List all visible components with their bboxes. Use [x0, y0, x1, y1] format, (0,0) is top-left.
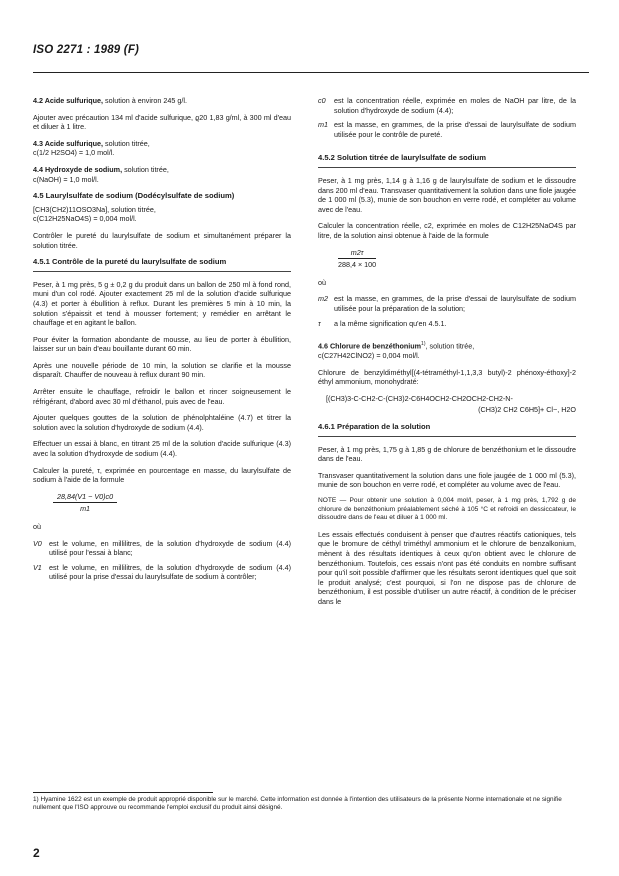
section-4-4-title: 4.4 Hydroxyde de sodium,: [33, 164, 123, 174]
section-4-6-text: Chlorure de benzyldiméthyl[(4-tétraméthyl-1,1,3,3 butyl)-2 phénoxy-éthoxy]-2 éthyl ammonium, monohydraté:: [318, 367, 576, 387]
section-4-4-concentration: c(NaOH) = 1,0 mol/l.: [33, 174, 99, 184]
symbol-m2: m2: [318, 294, 328, 304]
section-4-2-title: 4.2 Acide sulfurique,: [33, 96, 104, 105]
definition-v0-text: est le volume, en millilitres, de la solution d'hydroxyde de sodium (4.4) utilisé pour l'essai à blanc;: [49, 538, 291, 558]
chemical-formula-line-1: [(CH3)3-C-CH2-C-(CH3)2-C6H4OCH2-CH2OCH2-CH2-N-: [326, 393, 513, 403]
where-label: où: [33, 522, 41, 531]
concentration-fraction: [338, 248, 376, 270]
section-4-5-1-para-2: Pour éviter la formation abondante de mousse, au lieu de porter à ébullition, laisser sur un bain d'eau bouillante durant 60 min.: [33, 334, 291, 354]
section-4-2: [33, 96, 291, 106]
definition-m2-text: est la masse, en grammes, de la prise d'essai de laurylsulfate de sodium utilisée pour la préparation de la solution;: [334, 294, 576, 313]
left-column: [33, 96, 291, 587]
section-4-5-2-para-2: Calculer la concentration réelle, c2, exprimée en moles de C12H25NaO4S par litre, de la solution ainsi obtenue à l'aide de la formule: [318, 221, 576, 240]
definition-v1-text: est le volume, en millilitres, de la solution d'hydroxyde de sodium (4.4) utilisé pour la prise d'essai du laurylsulfate de sodium à contrôler;: [49, 562, 291, 582]
definition-m1: [318, 120, 576, 139]
header-rule: [33, 72, 589, 73]
section-4-4: [33, 165, 291, 175]
section-4-5-2-para-1: Peser, à 1 mg près, 1,14 g à 1,16 g de laurylsulfate de sodium et le dissoudre dans 200 ml d'eau. Transvaser quantitativement la solution dans une fiole jaugée de 1 000 ml (5.3), munie de son bouchon en verre rodé, et compléter au volume avec de l'eau.: [318, 175, 576, 214]
footnote-rule: [33, 792, 213, 793]
section-4-6-title: 4.6 Chlorure de benzéthonium: [318, 341, 422, 351]
section-4-5-formula: [CH3(CH2)11OSO3Na], solution titrée,: [33, 204, 156, 214]
section-4-6-1-para-2: Transvaser quantitativement la solution dans une fiole jaugée de 1 000 ml (5.3), munie de son bouchon en verre rodé, et compléter au volume avec de l'eau.: [318, 470, 576, 490]
where-label-2: où: [318, 277, 326, 287]
section-4-3-title: 4.3 Acide sulfurique,: [33, 138, 104, 148]
section-rule: [33, 271, 291, 272]
section-rule: [318, 436, 576, 437]
formula-numerator: 28,84(V1 − V0)c0: [53, 492, 117, 504]
definition-m2: [318, 294, 576, 313]
symbol-v0: V0: [33, 538, 42, 548]
section-4-5-1-para-4: Arrêter ensuite le chauffage, refroidir le ballon et rincer soigneusement le réfrigérant, d'abord avec 30 ml d'éthanol, puis avec de l'eau.: [33, 387, 291, 406]
section-4-6-desc: , solution titrée,: [425, 341, 475, 351]
section-4-3-desc: solution titrée,: [103, 138, 150, 148]
purity-formula: [53, 492, 291, 514]
section-4-6-1-title: 4.6.1 Préparation de la solution: [318, 422, 431, 432]
section-4-5-1-para-1: Peser, à 1 mg près, 5 g ± 0,2 g du produit dans un ballon de 250 ml à fond rond, muni d'un col rodé. Ajouter exactement 25 ml de la solution d'acide sulfurique (4.3) et porter à ébullition à reflux. Durant les premières 5 min à 10 min, la solution s'épaissit et tend à mousser fortement; y remédier en arrêtant le chauffage et en agitant le ballon.: [33, 279, 291, 328]
symbol-tau: τ: [318, 318, 321, 328]
document-header: ISO 2271 : 1989 (F): [33, 44, 140, 56]
formula2-denominator: 288,4 × 100: [338, 260, 377, 270]
section-4-5-1-para-6: Effectuer un essai à blanc, en titrant 25 ml de la solution d'acide sulfurique (4.3) avec la solution d'hydroxyde de sodium (4.4).: [33, 439, 291, 459]
section-4-2-desc: solution à environ 245 g/l.: [103, 96, 187, 105]
chemical-formula-line-2: (CH3)2 CH2 C6H5]+ Cl−, H2O: [478, 405, 576, 415]
section-4-4-desc: solution titrée,: [122, 164, 169, 174]
section-4-3-concentration: c(1/2 H2SO4) = 1,0 mol/l.: [33, 148, 115, 158]
footnote-ref: 1): [421, 341, 426, 348]
formula2-numerator: m2τ: [338, 248, 376, 260]
footnote: 1) Hyamine 1622 est un exemple de produit approprié disponible sur le marché. Cette information est donnée à l'intention des utilisateurs de la présente Norme internationale et ne signifie nullement que l'ISO approuve ou recommande l'emploi exclusif du produit ainsi désigné.: [33, 796, 562, 812]
section-4-6-1-para-3: Les essais effectués conduisent à penser que d'autres réactifs cationiques, tels que le bromure de céthyl triméthyl ammonium et le chlorure de benzalkonium, mènent à des résultats identiques à ceux qu'on obtient avec le chlorure de benzéthonium. Toutefois, ces essais n'ont pas été conduits en nombre suffisant pour qu'il soit possible d'affirmer que les résultats seront identiques quel que soit le produit analysé; c'est pourquoi, si l'on ne dispose pas de chlorure de benzéthonium, il est possible d'utiliser un autre réactif, à condition de le préciser dans le: [318, 529, 576, 606]
definition-v1: [33, 562, 291, 582]
section-4-5-1-para-7: Calculer la pureté, τ, exprimée en pourcentage en masse, du laurylsulfate de sodium à l'aide de la formule: [33, 465, 291, 485]
section-4-5-1-para-3: Après une nouvelle période de 10 min, la solution se clarifie et la mousse disparaît. Chauffer de nouveau à reflux durant 90 min.: [33, 360, 291, 380]
symbol-v1: V1: [33, 562, 42, 572]
formula-denominator: m1: [80, 504, 91, 514]
section-4-5-title: 4.5 Laurylsulfate de sodium (Dodécylsulfate de sodium): [33, 191, 235, 201]
section-4-6-1-para-1: Peser, à 1 mg près, 1,75 g à 1,85 g de chlorure de benzéthonium et le dissoudre dans de l'eau.: [318, 444, 576, 464]
definition-tau: [318, 318, 576, 329]
right-column: [318, 96, 576, 614]
purity-fraction: [53, 492, 117, 514]
section-rule: [318, 167, 576, 168]
definition-m1-text: est la masse, en grammes, de la prise d'essai de laurylsulfate de sodium utilisée pour le contrôle de pureté.: [334, 120, 576, 139]
definition-tau-text: a la même signification qu'en 4.5.1.: [334, 318, 447, 328]
section-4-5-1-para-5: Ajouter quelques gouttes de la solution de phénolphtaléine (4.7) et titrer la solution avec la solution d'hydroxyde de sodium (4.4).: [33, 413, 291, 432]
section-4-5-2-title: 4.5.2 Solution titrée de laurylsulfate de sodium: [318, 153, 486, 163]
section-4-5-1-title: 4.5.1 Contrôle de la pureté du laurylsulfate de sodium: [33, 257, 227, 267]
page-number: 2: [33, 846, 40, 860]
section-4-5-concentration: c(C12H25NaO4S) = 0,004 mol/l.: [33, 214, 137, 224]
symbol-m1: m1: [318, 120, 328, 130]
definition-v0: [33, 538, 291, 558]
section-4-2-text: Ajouter avec précaution 134 ml d'acide sulfurique, ϱ20 1,83 g/ml, à 300 ml d'eau et diluer à 1 litre.: [33, 112, 291, 132]
note: NOTE — Pour obtenir une solution à 0,004 mol/l, peser, à 1 mg près, 1,792 g de chlorure de benzéthonium préalablement séché à 105 °C et refroidi en dessiccateur, le dissoudre dans de l'eau et diluer à 1 000 ml.: [318, 497, 576, 522]
section-4-5-text: Contrôler le pureté du laurylsulfate de sodium et simultanément préparer la solution titrée.: [33, 230, 291, 250]
symbol-c0: c0: [318, 96, 326, 105]
concentration-formula: [338, 248, 576, 270]
definition-c0-text: est la concentration réelle, exprimée en moles de NaOH par litre, de la solution d'hydroxyde de sodium (4.4);: [334, 96, 576, 115]
section-4-6: [318, 340, 576, 351]
definition-c0: [318, 96, 576, 115]
section-4-6-concentration: c(C27H42ClNO2) = 0,004 mol/l.: [318, 351, 420, 361]
section-4-3: [33, 139, 291, 149]
